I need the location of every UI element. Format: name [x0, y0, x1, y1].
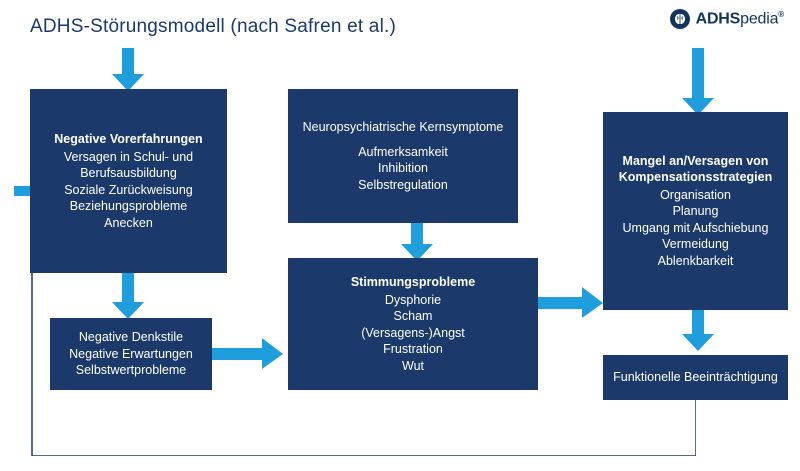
box-line: Inhibition: [377, 161, 429, 175]
brain-logo-icon: [669, 8, 691, 30]
box-heading: Negative Vorerfahrungen: [54, 132, 203, 146]
arrow-down-to-vorerfahrungen: [111, 48, 145, 92]
box-line: Versagen in Schul- und: [63, 149, 194, 164]
box-kompensationsstrategien: [603, 112, 788, 310]
box-stimmungsprobleme: [288, 258, 538, 390]
box-negative-vorerfahrungen: [30, 89, 227, 273]
box-line: Wut: [402, 358, 424, 373]
box-line: Ablenkbarkeit: [657, 253, 734, 268]
arrow-down-kompensation-to-beeintraechtigung: [681, 308, 715, 352]
box-heading: Stimmungsprobleme: [350, 275, 476, 289]
arrow-down-to-kompensation: [681, 48, 715, 116]
box-line: Vermeidung: [662, 237, 729, 252]
arrow-right-stimmung-to-kompensation: [538, 287, 604, 319]
box-line: Funktionelle Beeinträchtigung: [613, 370, 778, 385]
logo-text-light: pedia: [740, 10, 779, 28]
box-line: Negative Erwartungen: [69, 346, 193, 361]
box-line: Scham: [393, 309, 433, 323]
box-line: Selbstregulation: [358, 177, 448, 192]
arrow-down-vorerfahrungen-to-denkstile: [111, 272, 145, 320]
box-heading: Neuropsychiatrische Kernsymptome: [302, 120, 504, 134]
box-line: Beziehungsprobleme: [69, 199, 188, 213]
box-line: Soziale Zurückweisung: [64, 182, 193, 197]
adhspedia-logo: [669, 8, 784, 30]
box-negative-denkstile: [50, 318, 212, 390]
box-line: Negative Denkstile: [78, 330, 184, 345]
box-line: Planung: [672, 204, 719, 219]
box-neuropsychiatrische-kernsymptome: [288, 89, 518, 223]
box-line: Anecken: [104, 215, 153, 230]
box-line: Umgang mit Aufschiebung: [622, 220, 769, 235]
box-line: Dysphorie: [384, 292, 442, 307]
box-heading-line-2: Kompensationsstrategien: [618, 170, 773, 185]
box-line: Berufsausbildung: [80, 166, 177, 180]
arrow-down-kernsymptome-to-stimmung: [400, 222, 434, 262]
arrow-right-denkstile-to-stimmung: [212, 338, 284, 370]
box-line: Selbstwertprobleme: [75, 363, 187, 378]
box-line: Organisation: [660, 187, 731, 202]
page-title: ADHS-Störungsmodell (nach Safren et al.): [30, 16, 396, 37]
box-line: Aufmerksamkeit: [358, 144, 448, 159]
logo-registered-mark: ®: [778, 9, 784, 19]
logo-text: [696, 10, 784, 28]
box-line: Frustration: [383, 342, 443, 356]
logo-text-bold: ADHS: [695, 10, 741, 28]
box-heading-line-1: Mangel an/Versagen von: [622, 153, 769, 168]
box-funktionelle-beeintraechtigung: [603, 355, 788, 400]
box-line: (Versagens-)Angst: [361, 325, 465, 340]
